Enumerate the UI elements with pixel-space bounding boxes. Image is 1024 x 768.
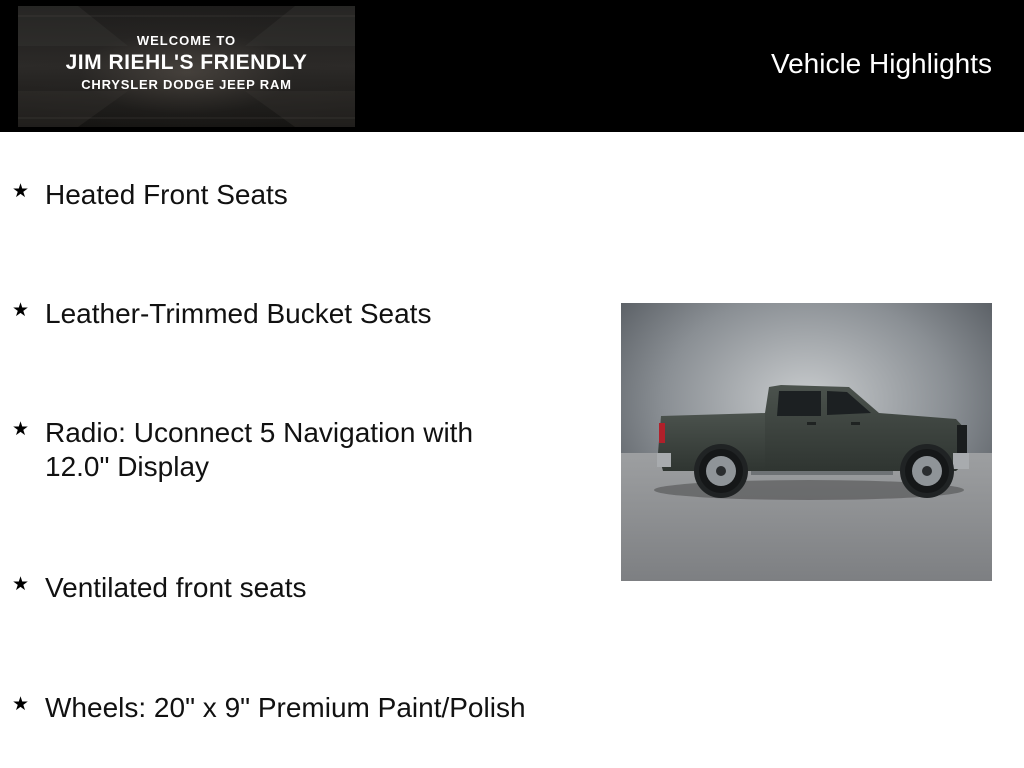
logo-welcome-text: WELCOME TO bbox=[136, 33, 237, 48]
star-icon: ★ bbox=[12, 574, 30, 595]
highlight-text: Leather-Trimmed Bucket Seats bbox=[45, 298, 432, 329]
star-icon: ★ bbox=[12, 694, 30, 715]
highlight-text: Ventilated front seats bbox=[45, 572, 307, 603]
highlight-text: Wheels: 20" x 9" Premium Paint/Polish bbox=[45, 692, 526, 723]
highlight-text: Heated Front Seats bbox=[45, 179, 288, 210]
pickup-truck-image bbox=[621, 303, 992, 581]
page-header bbox=[0, 0, 1024, 132]
vehicle-photo[interactable] bbox=[621, 303, 992, 581]
dealer-logo[interactable] bbox=[18, 6, 355, 127]
page-title: Vehicle Highlights bbox=[770, 48, 992, 79]
logo-brands-text: CHRYSLER DODGE JEEP RAM bbox=[81, 77, 292, 92]
highlight-text: Radio: Uconnect 5 Navigation with 12.0" Display bbox=[45, 417, 474, 482]
logo-dealer-name: JIM RIEHL'S FRIENDLY bbox=[65, 51, 308, 74]
star-icon: ★ bbox=[12, 300, 30, 321]
star-icon: ★ bbox=[12, 181, 30, 202]
star-icon: ★ bbox=[12, 419, 30, 440]
